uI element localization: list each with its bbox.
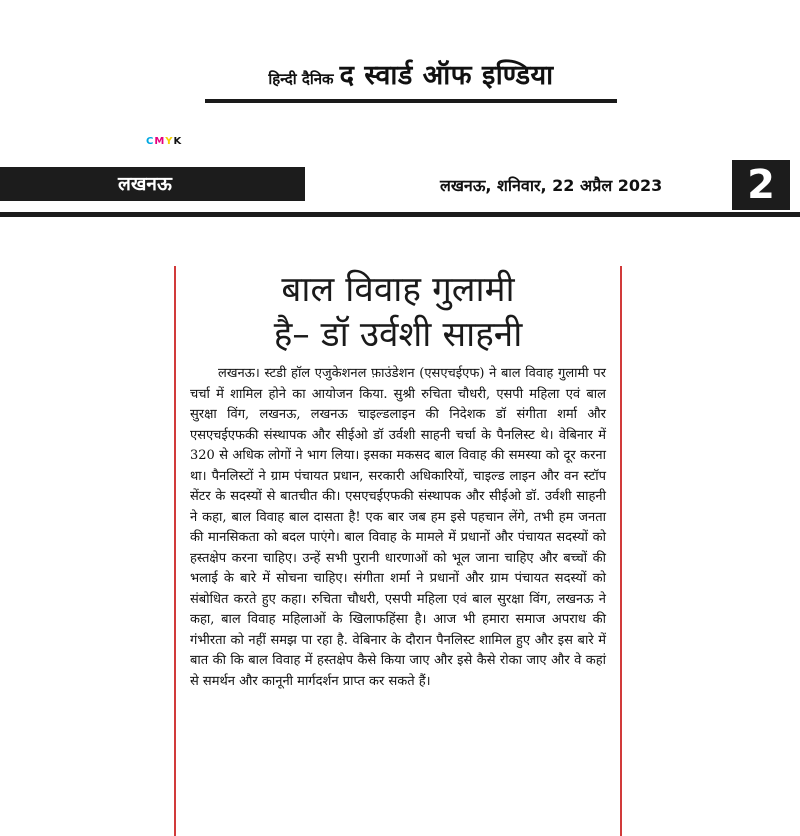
newspaper-name: द स्वार्ड ऑफ इण्डिया [339, 60, 554, 91]
headline-line-2: है– डॉ उर्वशी साहनी [273, 315, 523, 355]
city-edition-label: लखनऊ [0, 167, 305, 201]
cmyk-letter-m: M [154, 136, 166, 147]
masthead-prefix: हिन्दी दैनिक [268, 70, 334, 88]
article-body: लखनऊ। स्टडी हॉल एजुकेशनल फ़ाउंडेशन (एसएचईएफ) ने बाल विवाह गुलामी पर चर्चा में शामिल होने का आयोजन किया. सुश्री रुचिता चौधरी, एसपी महिला एवं बाल सुरक्षा विंग, लखनऊ, लखनऊ चाइल्डलाइन की निदेशक डॉ संगीता शर्मा और एसएचईएफकी संस्थापक और सीईओ डॉ उर्वशी साहनी चर्चा के पैनलिस्ट थे। वेबिनार में 320 से अधिक लोगों ने भाग लिया। इसका मकसद बाल विवाह की समस्या को दूर करना था। पैनलिस्टों ने ग्राम पंचायत प्रधान, सरकारी अधिकारियों, चाइल्ड लाइन और वन स्टॉप सेंटर के सदस्यों से बातचीत की। एसएचईएफकी संस्थापक और सीईओ डॉ. उर्वशी साहनी ने कहा, बाल विवाह बाल दासता है! एक बार जब हम इसे पहचान लेंगे, तभी हम जनता की मानसिकता को बदल पाएंगे। बाल विवाह के मामले में प्रधानों और पंचायत सदस्यों को हस्तक्षेप करना चाहिए। उन्हें सभी पुरानी धारणाओं को भूल जाना चाहिए और बच्चों की भलाई के बारे में सोचना चाहिए। संगीता शर्मा ने प्रधानों और ग्राम पंचायत सदस्यों को संबोधित करते हुए कहा। रुचिता चौधरी, एसपी महिला एवं बाल सुरक्षा विंग, लखनऊ ने कहा, बाल विवाह महिलाओं के खिलाफहिंसा है। आज भी हमारा समाज अपराध की गंभीरता को नहीं समझ पा रहा है. वेबिनार के दौरान पैनलिस्ट शामिल हुए और इस बारे में बात की कि बाल विवाह में हस्तक्षेप कैसे किया जाए और इसे कैसे रोका जाए और वे कहां से समर्थन और कानूनी मार्गदर्शन प्राप्त कर सकते हैं। [190, 366, 606, 689]
dateline: लखनऊ, शनिवार, 22 अप्रैल 2023 [440, 176, 663, 195]
article-headline [190, 268, 606, 358]
headline-line-1: बाल विवाह गुलामी [281, 270, 515, 310]
page-header-strip [0, 160, 800, 220]
cmyk-letter-k: K [173, 136, 183, 147]
cmyk-letter-c: C [146, 136, 155, 147]
header-rule [0, 212, 800, 217]
news-article [174, 266, 622, 836]
cmyk-letter-y: Y [165, 136, 174, 147]
newspaper-masthead [205, 55, 617, 103]
page-number: 2 [732, 160, 790, 210]
cmyk-color-marks [146, 136, 182, 147]
